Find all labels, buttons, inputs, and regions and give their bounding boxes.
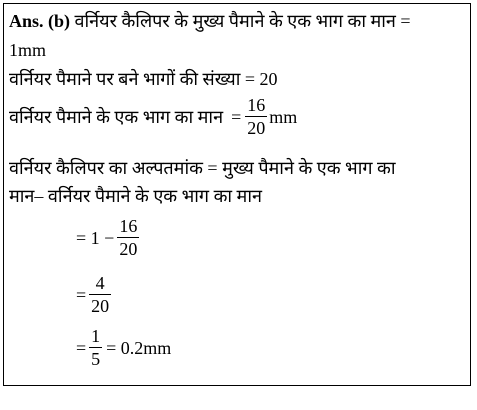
fraction-denominator: 20 — [91, 296, 110, 316]
line-5-text: वर्नियर कैलिपर का अल्पतमांक = मुख्य पैमाने के एक भाग का — [9, 158, 396, 178]
answer-line-3 — [9, 70, 278, 88]
step-1-prefix: = 1 − — [76, 227, 115, 248]
line-3-text: वर्नियर पैमाने पर बने भागों की संख्या = 20 — [9, 69, 278, 89]
answer-line-1 — [9, 12, 411, 30]
answer-line-2 — [9, 41, 46, 59]
step-3-prefix: = — [76, 337, 87, 358]
line-4-text: वर्नियर पैमाने के एक भाग का मान — [9, 106, 224, 127]
line-4-equals: = — [231, 106, 242, 127]
answer-box — [3, 3, 471, 386]
line-1-text: वर्नियर कैलिपर के मुख्य पैमाने के एक भाग का मान = — [74, 11, 411, 31]
step-3-fraction — [89, 327, 102, 368]
line-4-fraction — [245, 96, 267, 137]
step-3-result: = 0.2mm — [106, 337, 172, 358]
answer-label: Ans. (b) — [9, 11, 71, 31]
line-2-text: 1mm — [9, 40, 47, 60]
step-1 — [76, 217, 139, 258]
step-2-fraction — [89, 274, 111, 315]
step-2 — [76, 274, 111, 315]
line-4-unit: mm — [269, 106, 298, 127]
fraction-denominator: 5 — [91, 349, 101, 369]
answer-line-5 — [9, 159, 467, 177]
fraction-denominator: 20 — [119, 239, 138, 259]
fraction-numerator: 16 — [247, 95, 266, 115]
line-6-text: मान– वर्नियर पैमाने के एक भाग का मान — [9, 186, 262, 206]
fraction-denominator: 20 — [247, 118, 266, 138]
fraction-numerator: 16 — [119, 216, 138, 236]
fraction-numerator: 4 — [89, 274, 111, 295]
step-1-fraction — [117, 217, 139, 258]
answer-line-6 — [9, 187, 262, 205]
fraction-numerator: 1 — [91, 326, 101, 346]
answer-line-4 — [9, 96, 297, 137]
step-3 — [76, 327, 171, 368]
step-2-prefix: = — [76, 284, 87, 305]
